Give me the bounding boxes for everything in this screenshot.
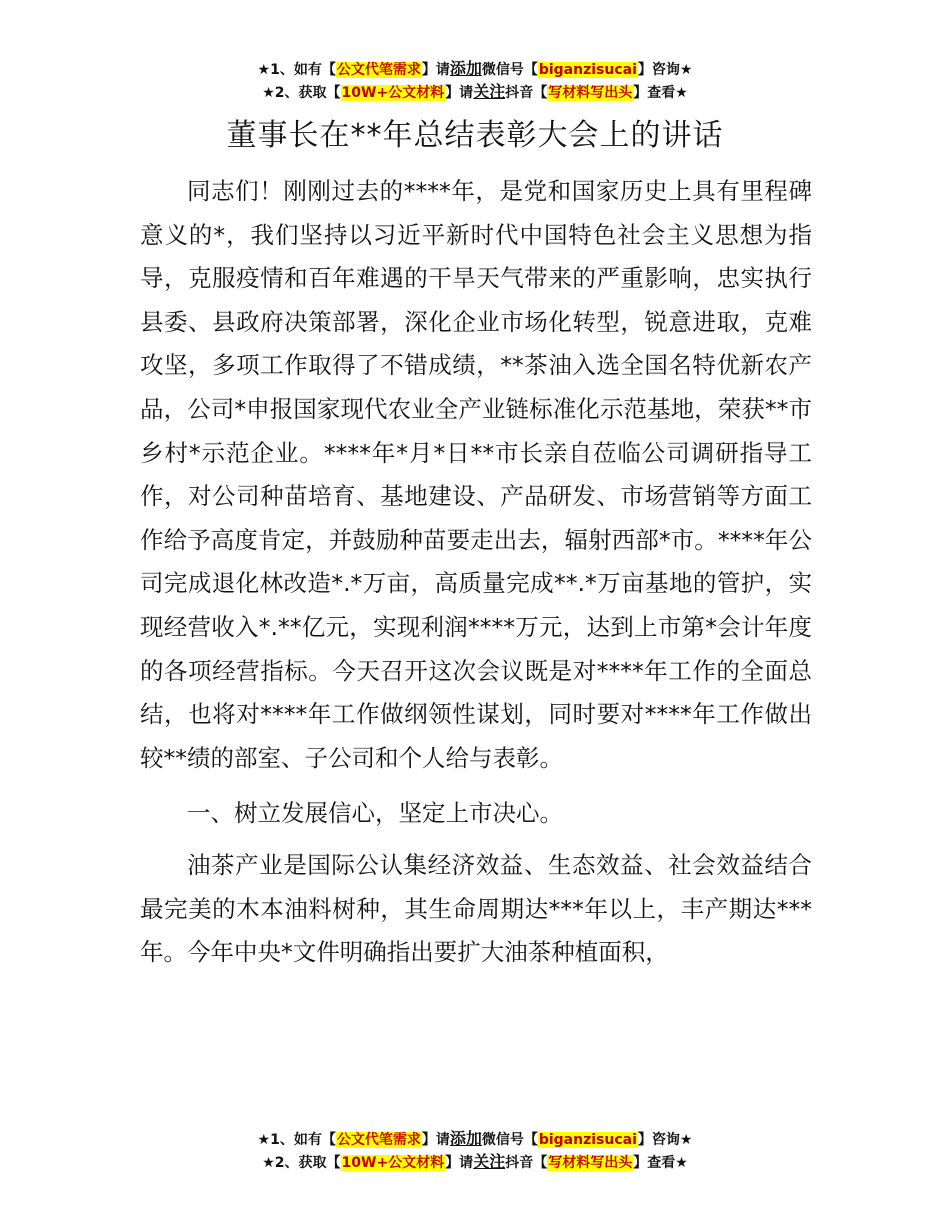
wechat-id: biganzisucai [538,62,637,78]
wechat-id: biganzisucai [538,1132,637,1148]
footer-banner [0,1128,950,1174]
banner-line-2 [0,1151,950,1174]
banner-text: ★2、获取【 [262,1155,341,1171]
banner-line-1 [0,1128,950,1151]
douyin-id: 写材料写出头 [548,85,633,101]
document-title: 董事长在**年总结表彰大会上的讲话 [226,118,724,153]
banner-text: 】咨询★ [637,62,693,78]
highlight-text: 公文代笔需求 [336,62,421,78]
banner-text: 】请 [421,1132,450,1148]
banner-text: 微信号【 [481,62,538,78]
header-banner [0,58,950,104]
banner-text: 】查看★ [633,1155,688,1171]
paragraph-body: 油茶产业是国际公认集经济效益、生态效益、社会效益结合最完美的木本油料树种，其生命周期达***年以上，丰产期达***年。今年中央*文件明确指出要扩大油茶种植面积， [140,850,812,967]
banner-text: 微信号【 [481,1132,538,1148]
highlight-text: 10W+公文材料 [341,1155,445,1171]
banner-text: 】查看★ [633,85,688,101]
banner-text: 抖音【 [505,85,548,101]
banner-line-2 [0,81,950,104]
banner-text: 】请 [421,62,450,78]
banner-text: 】请 [445,85,474,101]
paragraph-intro: 同志们！刚刚过去的****年，是党和国家历史上具有里程碑意义的*，我们坚持以习近平新时代中国特色社会主义思想为指导，克服疫情和百年难遇的干旱天气带来的严重影响，忠实执行县委、县政府决策部署，深化企业市场化转型，锐意进取，克难攻坚，多项工作取得了不错成绩，**茶油入选全国名特优新农产品，公司*申报国家现代农业全产业链标准化示范基地，荣获**市乡村*示范企业。****年*月*日**市长亲自莅临公司调研指导工作，对公司种苗培育、基地建设、产品研发、市场营销等方面工作给予高度肯定，并鼓励种苗要走出去，辐射西部*市。****年公司完成退化林改造*.*万亩，高质量完成**.*万亩基地的管护，实现经营收入*.**亿元，实现利润****万元，达到上市第*会计年度的各项经营指标。今天召开这次会议既是对****年工作的全面总结，也将对****年工作做纲领性谋划，同时要对****年工作做出较**绩的部室、子公司和个人给与表彰。 [140,177,812,772]
banner-text: 】请 [445,1155,474,1171]
section-heading: 一、树立发展信心，坚定上市决心。 [187,799,563,828]
underlined-text: 关注 [473,82,506,101]
underlined-text: 添加 [449,59,482,78]
banner-text: ★1、如有【 [257,62,336,78]
underlined-text: 关注 [473,1152,506,1171]
banner-text: ★2、获取【 [262,85,341,101]
douyin-id: 写材料写出头 [548,1155,633,1171]
document-body [140,170,812,975]
banner-line-1 [0,58,950,81]
banner-text: ★1、如有【 [257,1132,336,1148]
banner-text: 】咨询★ [637,1132,693,1148]
highlight-text: 公文代笔需求 [336,1132,421,1148]
underlined-text: 添加 [449,1129,482,1148]
highlight-text: 10W+公文材料 [341,85,445,101]
banner-text: 抖音【 [505,1155,548,1171]
